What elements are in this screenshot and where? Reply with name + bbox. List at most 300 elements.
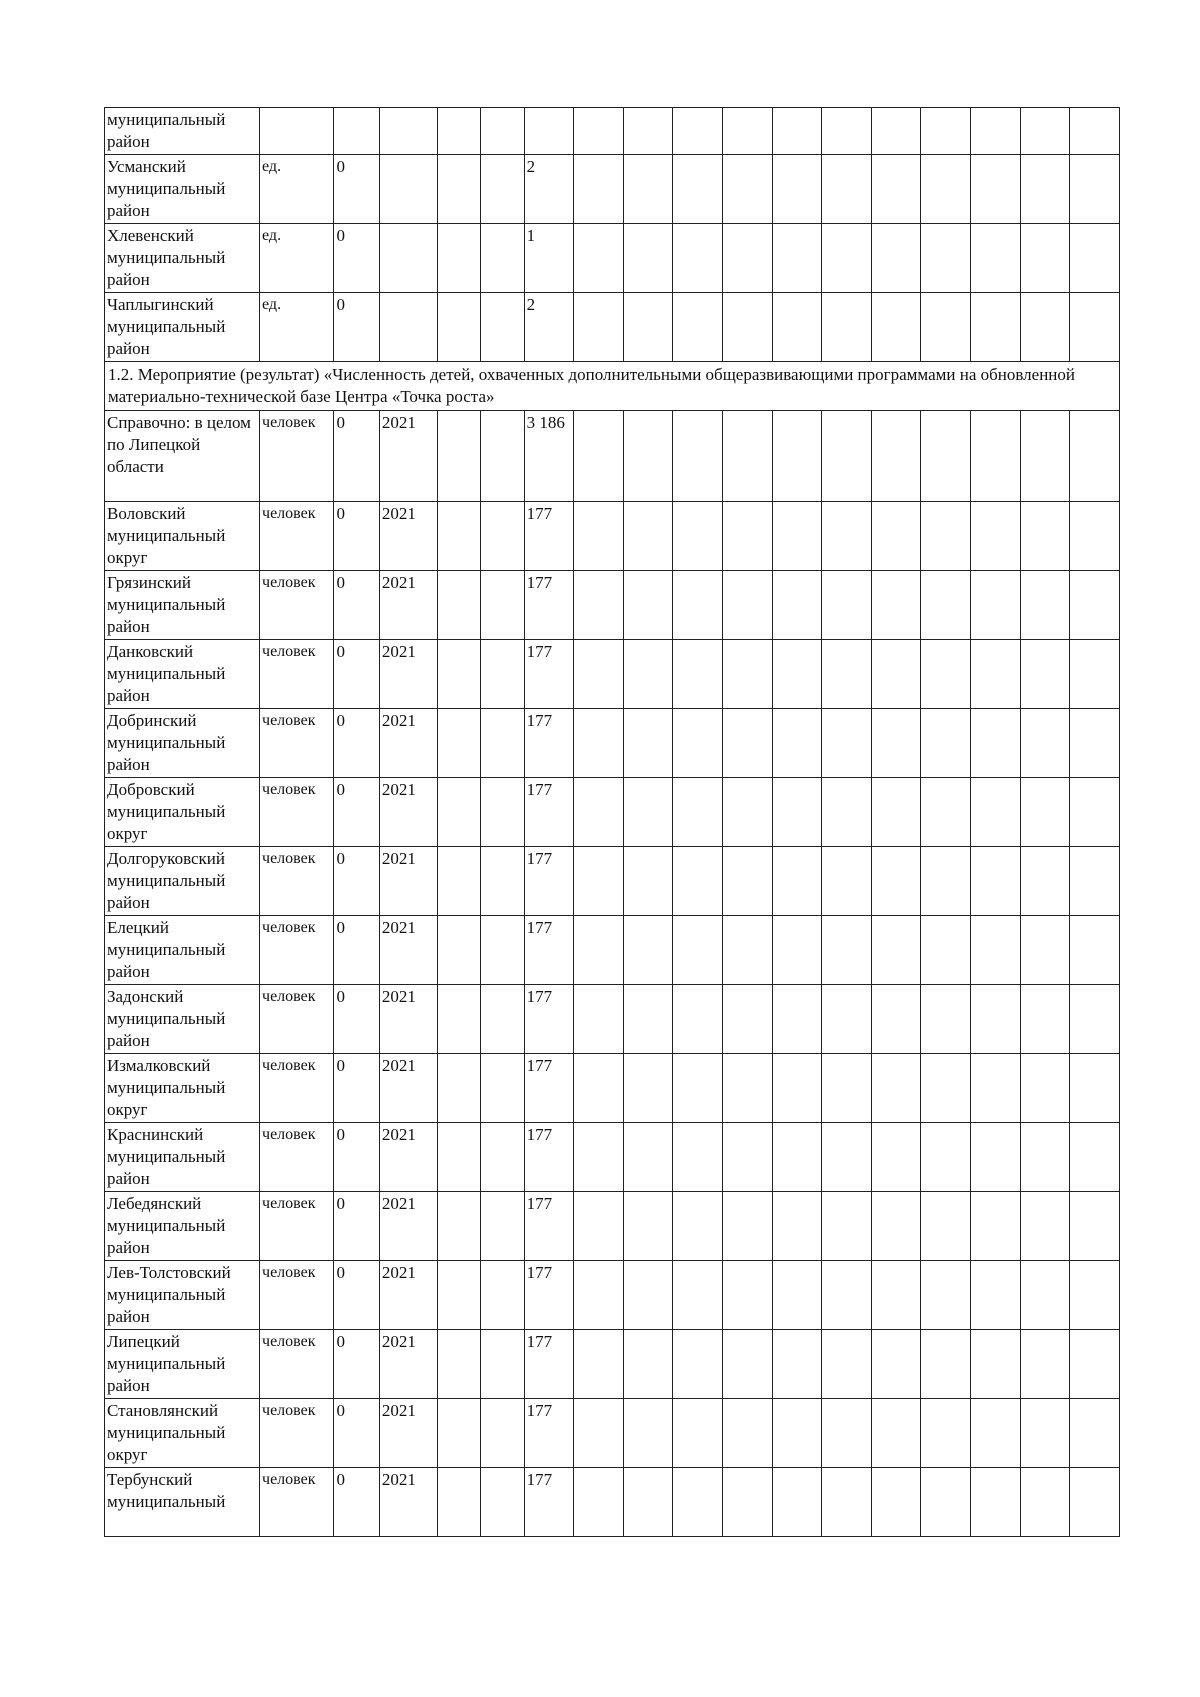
empty-cell	[437, 1192, 480, 1261]
empty-cell	[971, 502, 1021, 571]
empty-cell	[871, 778, 921, 847]
territory-cell: Добровский муниципальный округ	[105, 778, 260, 847]
empty-cell	[772, 916, 822, 985]
unit-cell: ед.	[260, 155, 334, 224]
empty-cell	[481, 224, 524, 293]
empty-cell	[871, 411, 921, 502]
empty-cell	[921, 155, 971, 224]
empty-cell	[921, 293, 971, 362]
territory-cell: Данковский муниципальный район	[105, 640, 260, 709]
unit-cell: человек	[260, 1261, 334, 1330]
empty-cell	[481, 640, 524, 709]
empty-cell	[574, 155, 624, 224]
empty-cell	[623, 1123, 673, 1192]
empty-cell	[481, 411, 524, 502]
empty-cell	[623, 1330, 673, 1399]
empty-cell	[822, 1330, 872, 1399]
empty-cell	[1020, 916, 1070, 985]
territory-cell: муниципальный район	[105, 108, 260, 155]
empty-cell	[723, 1261, 773, 1330]
base-year-cell: 2021	[379, 985, 437, 1054]
empty-cell	[723, 108, 773, 155]
empty-cell	[871, 108, 921, 155]
empty-cell	[723, 1399, 773, 1468]
target-value-cell: 3 186	[524, 411, 574, 502]
empty-cell	[623, 502, 673, 571]
empty-cell	[772, 1054, 822, 1123]
table-row	[105, 1192, 1120, 1261]
empty-cell	[1020, 411, 1070, 502]
empty-cell	[481, 1123, 524, 1192]
empty-cell	[921, 640, 971, 709]
target-value-cell: 177	[524, 502, 574, 571]
empty-cell	[673, 1261, 723, 1330]
empty-cell	[772, 1123, 822, 1192]
empty-cell	[673, 502, 723, 571]
table-row	[105, 640, 1120, 709]
base-year-cell: 2021	[379, 502, 437, 571]
empty-cell	[1070, 293, 1120, 362]
empty-cell	[921, 1399, 971, 1468]
empty-cell	[437, 571, 480, 640]
territory-cell: Воловский муниципальный округ	[105, 502, 260, 571]
empty-cell	[871, 293, 921, 362]
empty-cell	[772, 155, 822, 224]
empty-cell	[623, 571, 673, 640]
target-value-cell: 177	[524, 1261, 574, 1330]
empty-cell	[437, 108, 480, 155]
empty-cell	[574, 1261, 624, 1330]
unit-cell: человек	[260, 1468, 334, 1537]
unit-cell: человек	[260, 709, 334, 778]
target-value-cell: 177	[524, 709, 574, 778]
empty-cell	[971, 1192, 1021, 1261]
table-b-body	[105, 411, 1120, 1537]
empty-cell	[871, 1123, 921, 1192]
territory-cell: Лебедянский муниципальный район	[105, 1192, 260, 1261]
empty-cell	[971, 640, 1021, 709]
empty-cell	[481, 1192, 524, 1261]
empty-cell	[1070, 640, 1120, 709]
empty-cell	[623, 1261, 673, 1330]
empty-cell	[673, 293, 723, 362]
target-value-cell: 177	[524, 1330, 574, 1399]
base-value-cell: 0	[334, 411, 379, 502]
base-year-cell: 2021	[379, 1054, 437, 1123]
empty-cell	[481, 293, 524, 362]
base-value-cell: 0	[334, 293, 379, 362]
empty-cell	[481, 709, 524, 778]
unit-cell: ед.	[260, 293, 334, 362]
table-row	[105, 1468, 1120, 1537]
empty-cell	[481, 985, 524, 1054]
empty-cell	[481, 847, 524, 916]
empty-cell	[574, 1399, 624, 1468]
empty-cell	[481, 778, 524, 847]
empty-cell	[921, 709, 971, 778]
empty-cell	[673, 778, 723, 847]
empty-cell	[1070, 224, 1120, 293]
unit-cell: человек	[260, 778, 334, 847]
empty-cell	[623, 1399, 673, 1468]
territory-cell: Тербунский муниципальный	[105, 1468, 260, 1537]
empty-cell	[772, 1468, 822, 1537]
empty-cell	[673, 1192, 723, 1261]
empty-cell	[971, 1468, 1021, 1537]
empty-cell	[1070, 985, 1120, 1054]
empty-cell	[772, 985, 822, 1054]
empty-cell	[723, 1468, 773, 1537]
empty-cell	[971, 108, 1021, 155]
base-year-cell: 2021	[379, 1261, 437, 1330]
empty-cell	[1070, 847, 1120, 916]
empty-cell	[822, 571, 872, 640]
empty-cell	[772, 640, 822, 709]
empty-cell	[623, 1054, 673, 1123]
empty-cell	[921, 1468, 971, 1537]
empty-cell	[623, 916, 673, 985]
base-year-cell: 2021	[379, 411, 437, 502]
empty-cell	[437, 1123, 480, 1192]
empty-cell	[921, 778, 971, 847]
empty-cell	[921, 1261, 971, 1330]
empty-cell	[871, 709, 921, 778]
base-value-cell: 0	[334, 1399, 379, 1468]
empty-cell	[723, 1054, 773, 1123]
empty-cell	[871, 1054, 921, 1123]
empty-cell	[1070, 1468, 1120, 1537]
base-value-cell	[334, 108, 379, 155]
empty-cell	[822, 1261, 872, 1330]
empty-cell	[772, 709, 822, 778]
table-row	[105, 571, 1120, 640]
empty-cell	[921, 1192, 971, 1261]
empty-cell	[437, 293, 480, 362]
base-year-cell: 2021	[379, 778, 437, 847]
empty-cell	[437, 155, 480, 224]
empty-cell	[971, 1123, 1021, 1192]
empty-cell	[1070, 709, 1120, 778]
empty-cell	[871, 1261, 921, 1330]
table-row	[105, 293, 1120, 362]
territory-cell: Краснинский муниципальный район	[105, 1123, 260, 1192]
empty-cell	[1070, 1123, 1120, 1192]
empty-cell	[574, 224, 624, 293]
empty-cell	[871, 155, 921, 224]
territory-cell: Долгоруковский муниципальный район	[105, 847, 260, 916]
table-row	[105, 224, 1120, 293]
unit-cell: человек	[260, 1399, 334, 1468]
empty-cell	[871, 571, 921, 640]
target-value-cell: 177	[524, 778, 574, 847]
base-value-cell: 0	[334, 709, 379, 778]
empty-cell	[1070, 571, 1120, 640]
empty-cell	[1020, 1399, 1070, 1468]
target-value-cell: 2	[524, 155, 574, 224]
empty-cell	[971, 571, 1021, 640]
target-value-cell: 177	[524, 1123, 574, 1192]
base-year-cell: 2021	[379, 847, 437, 916]
empty-cell	[723, 224, 773, 293]
document-page	[104, 107, 1120, 1537]
empty-cell	[437, 1468, 480, 1537]
empty-cell	[437, 1330, 480, 1399]
target-value-cell: 2	[524, 293, 574, 362]
empty-cell	[574, 1192, 624, 1261]
empty-cell	[623, 411, 673, 502]
empty-cell	[723, 640, 773, 709]
base-year-cell: 2021	[379, 571, 437, 640]
base-value-cell: 0	[334, 847, 379, 916]
empty-cell	[673, 224, 723, 293]
unit-cell: человек	[260, 985, 334, 1054]
target-value-cell: 177	[524, 1054, 574, 1123]
empty-cell	[1020, 1261, 1070, 1330]
empty-cell	[822, 155, 872, 224]
empty-cell	[481, 1330, 524, 1399]
unit-cell: человек	[260, 1123, 334, 1192]
empty-cell	[723, 709, 773, 778]
unit-cell: ед.	[260, 224, 334, 293]
empty-cell	[772, 1192, 822, 1261]
empty-cell	[822, 709, 872, 778]
empty-cell	[921, 411, 971, 502]
empty-cell	[772, 778, 822, 847]
empty-cell	[921, 916, 971, 985]
empty-cell	[1070, 1192, 1120, 1261]
empty-cell	[871, 1468, 921, 1537]
target-value-cell: 177	[524, 916, 574, 985]
unit-cell: человек	[260, 847, 334, 916]
empty-cell	[723, 293, 773, 362]
empty-cell	[723, 1330, 773, 1399]
empty-cell	[1020, 571, 1070, 640]
base-value-cell: 0	[334, 1468, 379, 1537]
empty-cell	[437, 224, 480, 293]
empty-cell	[772, 1399, 822, 1468]
empty-cell	[673, 1330, 723, 1399]
table-row	[105, 502, 1120, 571]
empty-cell	[1070, 778, 1120, 847]
empty-cell	[723, 502, 773, 571]
empty-cell	[574, 108, 624, 155]
empty-cell	[673, 709, 723, 778]
table-row	[105, 1399, 1120, 1468]
empty-cell	[822, 778, 872, 847]
empty-cell	[437, 640, 480, 709]
target-value-cell: 1	[524, 224, 574, 293]
empty-cell	[822, 411, 872, 502]
empty-cell	[673, 108, 723, 155]
empty-cell	[673, 155, 723, 224]
empty-cell	[1020, 847, 1070, 916]
unit-cell: человек	[260, 411, 334, 502]
base-value-cell: 0	[334, 224, 379, 293]
empty-cell	[1020, 709, 1070, 778]
unit-cell: человек	[260, 571, 334, 640]
empty-cell	[772, 224, 822, 293]
empty-cell	[1070, 1399, 1120, 1468]
territory-cell: Чаплыгинский муниципальный район	[105, 293, 260, 362]
empty-cell	[772, 571, 822, 640]
empty-cell	[481, 571, 524, 640]
table-row	[105, 1261, 1120, 1330]
target-value-cell: 177	[524, 985, 574, 1054]
empty-cell	[772, 411, 822, 502]
table-row	[105, 1123, 1120, 1192]
empty-cell	[723, 155, 773, 224]
empty-cell	[921, 224, 971, 293]
unit-cell: человек	[260, 1054, 334, 1123]
empty-cell	[574, 571, 624, 640]
empty-cell	[1020, 1123, 1070, 1192]
empty-cell	[723, 916, 773, 985]
empty-cell	[723, 411, 773, 502]
empty-cell	[481, 1261, 524, 1330]
empty-cell	[574, 1468, 624, 1537]
empty-cell	[623, 1468, 673, 1537]
empty-cell	[673, 1468, 723, 1537]
empty-cell	[921, 1123, 971, 1192]
empty-cell	[822, 224, 872, 293]
territory-cell: Елецкий муниципальный район	[105, 916, 260, 985]
table-row	[105, 1330, 1120, 1399]
section-heading: 1.2. Мероприятие (результат) «Численность детей, охваченных дополнительными общеразвивающими программами на обновленной материально-технической базе Центра «Точка роста»	[105, 362, 1120, 411]
empty-cell	[772, 502, 822, 571]
empty-cell	[623, 709, 673, 778]
empty-cell	[822, 1123, 872, 1192]
empty-cell	[921, 985, 971, 1054]
empty-cell	[437, 1399, 480, 1468]
empty-cell	[971, 847, 1021, 916]
empty-cell	[871, 847, 921, 916]
empty-cell	[673, 985, 723, 1054]
empty-cell	[481, 108, 524, 155]
empty-cell	[971, 709, 1021, 778]
unit-cell	[260, 108, 334, 155]
empty-cell	[437, 985, 480, 1054]
unit-cell: человек	[260, 1192, 334, 1261]
base-value-cell: 0	[334, 502, 379, 571]
empty-cell	[1020, 1192, 1070, 1261]
empty-cell	[1070, 155, 1120, 224]
empty-cell	[1020, 778, 1070, 847]
base-year-cell: 2021	[379, 1468, 437, 1537]
empty-cell	[623, 985, 673, 1054]
empty-cell	[971, 1330, 1021, 1399]
table-row	[105, 916, 1120, 985]
empty-cell	[971, 1054, 1021, 1123]
empty-cell	[673, 1123, 723, 1192]
empty-cell	[871, 985, 921, 1054]
indicator-table	[104, 107, 1120, 1537]
territory-cell: Хлевенский муниципальный район	[105, 224, 260, 293]
empty-cell	[1020, 1468, 1070, 1537]
empty-cell	[673, 1054, 723, 1123]
empty-cell	[481, 502, 524, 571]
table-row	[105, 411, 1120, 502]
territory-cell: Лев-Толстовский муниципальный район	[105, 1261, 260, 1330]
empty-cell	[574, 1123, 624, 1192]
empty-cell	[1070, 108, 1120, 155]
empty-cell	[822, 502, 872, 571]
target-value-cell: 177	[524, 1468, 574, 1537]
empty-cell	[723, 847, 773, 916]
base-year-cell: 2021	[379, 1399, 437, 1468]
territory-cell: Задонский муниципальный район	[105, 985, 260, 1054]
empty-cell	[574, 778, 624, 847]
empty-cell	[971, 293, 1021, 362]
unit-cell: человек	[260, 916, 334, 985]
empty-cell	[921, 502, 971, 571]
empty-cell	[437, 709, 480, 778]
base-year-cell: 2021	[379, 1192, 437, 1261]
territory-cell: Усманский муниципальный район	[105, 155, 260, 224]
base-year-cell	[379, 155, 437, 224]
base-year-cell: 2021	[379, 916, 437, 985]
empty-cell	[871, 640, 921, 709]
table-row	[105, 709, 1120, 778]
empty-cell	[673, 640, 723, 709]
empty-cell	[822, 1054, 872, 1123]
empty-cell	[437, 1261, 480, 1330]
empty-cell	[574, 709, 624, 778]
territory-cell: Становлянский муниципальный округ	[105, 1399, 260, 1468]
empty-cell	[1020, 502, 1070, 571]
base-value-cell: 0	[334, 985, 379, 1054]
base-value-cell: 0	[334, 1261, 379, 1330]
empty-cell	[822, 1192, 872, 1261]
base-year-cell	[379, 224, 437, 293]
empty-cell	[437, 847, 480, 916]
empty-cell	[921, 108, 971, 155]
empty-cell	[574, 985, 624, 1054]
section-row	[105, 362, 1120, 411]
table-row	[105, 985, 1120, 1054]
empty-cell	[871, 502, 921, 571]
territory-cell: Справочно: в целом по Липецкой области	[105, 411, 260, 502]
empty-cell	[822, 847, 872, 916]
empty-cell	[437, 916, 480, 985]
base-value-cell: 0	[334, 640, 379, 709]
empty-cell	[723, 985, 773, 1054]
empty-cell	[574, 1054, 624, 1123]
empty-cell	[673, 916, 723, 985]
empty-cell	[871, 224, 921, 293]
territory-cell: Грязинский муниципальный район	[105, 571, 260, 640]
empty-cell	[871, 916, 921, 985]
empty-cell	[481, 1399, 524, 1468]
base-value-cell: 0	[334, 1330, 379, 1399]
empty-cell	[1020, 155, 1070, 224]
territory-cell: Добринский муниципальный район	[105, 709, 260, 778]
empty-cell	[921, 1330, 971, 1399]
base-value-cell: 0	[334, 778, 379, 847]
base-year-cell: 2021	[379, 1330, 437, 1399]
base-value-cell: 0	[334, 1123, 379, 1192]
empty-cell	[1020, 293, 1070, 362]
empty-cell	[921, 847, 971, 916]
base-year-cell	[379, 293, 437, 362]
empty-cell	[971, 1261, 1021, 1330]
empty-cell	[723, 1192, 773, 1261]
empty-cell	[723, 778, 773, 847]
unit-cell: человек	[260, 1330, 334, 1399]
base-year-cell: 2021	[379, 1123, 437, 1192]
empty-cell	[1020, 640, 1070, 709]
empty-cell	[871, 1330, 921, 1399]
base-value-cell: 0	[334, 571, 379, 640]
